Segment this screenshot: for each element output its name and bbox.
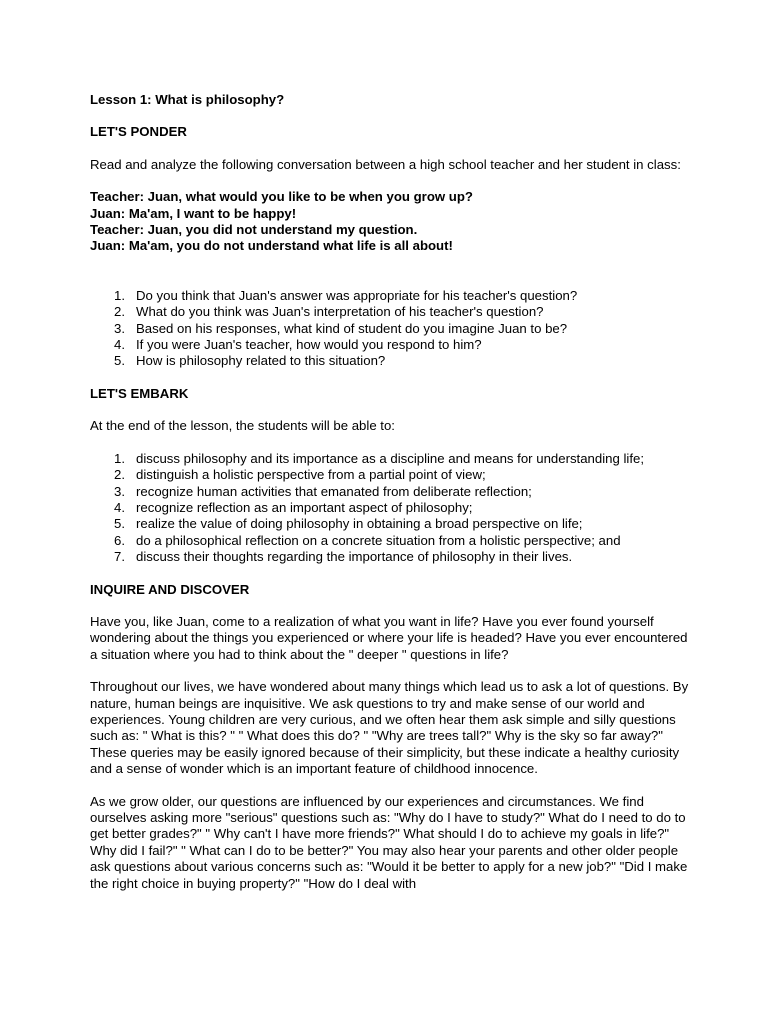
ponder-questions-list [90,288,690,370]
embark-heading: LET'S EMBARK [90,385,189,401]
list-number: 5. [114,353,125,369]
list-item [90,288,690,304]
list-item-text: If you were Juan's teacher, how would you respond to him? [136,337,482,353]
body-paragraph: Throughout our lives, we have wondered about many things which lead us to ask a lot of questions. By nature, human beings are inquisitive. We ask questions to try and make sense of our world and experiences. Young children are very curious, and we often hear them ask simple and silly questions such as: " What is this? " " What does this do? " "Why are trees tall?" Why is the sky so far away?" These queries may be easily ignored because of their simplicity, but these indicate a healthy curiosity and a sense of wonder which is an important feature of childhood innocence. [90,679,689,777]
list-item [90,533,690,549]
list-item-text: How is philosophy related to this situation? [136,353,386,369]
ponder-intro: Read and analyze the following conversation between a high school teacher and her student in class: [90,156,681,172]
list-item [90,353,690,369]
list-item-text: distinguish a holistic perspective from a partial point of view; [136,467,486,483]
dialogue-line: Juan: Ma'am, you do not understand what life is all about! [90,238,453,254]
lesson-title: Lesson 1: What is philosophy? [90,92,285,107]
list-number: 6. [114,532,125,548]
embark-objectives-list [90,451,690,566]
list-item [90,304,690,320]
list-item-text: recognize reflection as an important aspect of philosophy; [136,499,473,515]
list-item [90,500,690,516]
inquire-heading: INQUIRE AND DISCOVER [90,581,250,597]
list-item-text: realize the value of doing philosophy in obtaining a broad perspective on life; [136,516,583,532]
list-number: 1. [114,450,125,466]
body-paragraph: As we grow older, our questions are influenced by our experiences and circumstances. We find ourselves asking more "serious" questions such as: "Why do I have to study?" What do I need to do to get better grades?" " Why can't I have more friends?" What should I do to achieve my goals in life?" Why did I fail?" " What can I do to be better?" You may also hear your parents and other older people ask questions about various concerns such as: "Would it be better to apply for a new job?" "Did I make the right choice in buying property?" "How do I deal with [90,793,688,891]
list-item [90,549,690,565]
list-number: 3. [114,320,125,336]
list-item [90,467,690,483]
list-item [90,516,690,532]
list-item-text: Do you think that Juan's answer was appropriate for his teacher's question? [136,287,578,303]
list-item-text: What do you think was Juan's interpretation of his teacher's question? [136,304,544,320]
list-number: 2. [114,304,125,320]
list-item [90,451,690,467]
list-item [90,337,690,353]
embark-intro: At the end of the lesson, the students will be able to: [90,418,395,434]
list-item-text: discuss their thoughts regarding the importance of philosophy in their lives. [136,549,573,565]
ponder-heading: LET'S PONDER [90,124,187,140]
list-item-text: do a philosophical reflection on a concrete situation from a holistic perspective; and [136,532,621,548]
list-item [90,321,690,337]
body-paragraph: Have you, like Juan, come to a realization of what you want in life? Have you ever found yourself wondering about the things you experienced or where your life is headed? Have you ever encountered a situation where you had to think about the " deeper " questions in life? [90,613,688,662]
list-number: 1. [114,287,125,303]
dialogue-block [90,189,690,255]
dialogue-line: Teacher: Juan, you did not understand my question. [90,222,418,238]
dialogue-line: Teacher: Juan, what would you like to be when you grow up? [90,189,473,205]
dialogue-line: Juan: Ma'am, I want to be happy! [90,205,297,221]
list-number: 3. [114,483,125,499]
document-page [90,92,690,892]
list-number: 7. [114,549,125,565]
list-number: 4. [114,499,125,515]
list-number: 4. [114,337,125,353]
list-item-text: recognize human activities that emanated from deliberate reflection; [136,483,532,499]
list-item-text: Based on his responses, what kind of student do you imagine Juan to be? [136,320,568,336]
list-number: 5. [114,516,125,532]
list-number: 2. [114,467,125,483]
list-item [90,484,690,500]
list-item-text: discuss philosophy and its importance as a discipline and means for understanding life; [136,450,645,466]
